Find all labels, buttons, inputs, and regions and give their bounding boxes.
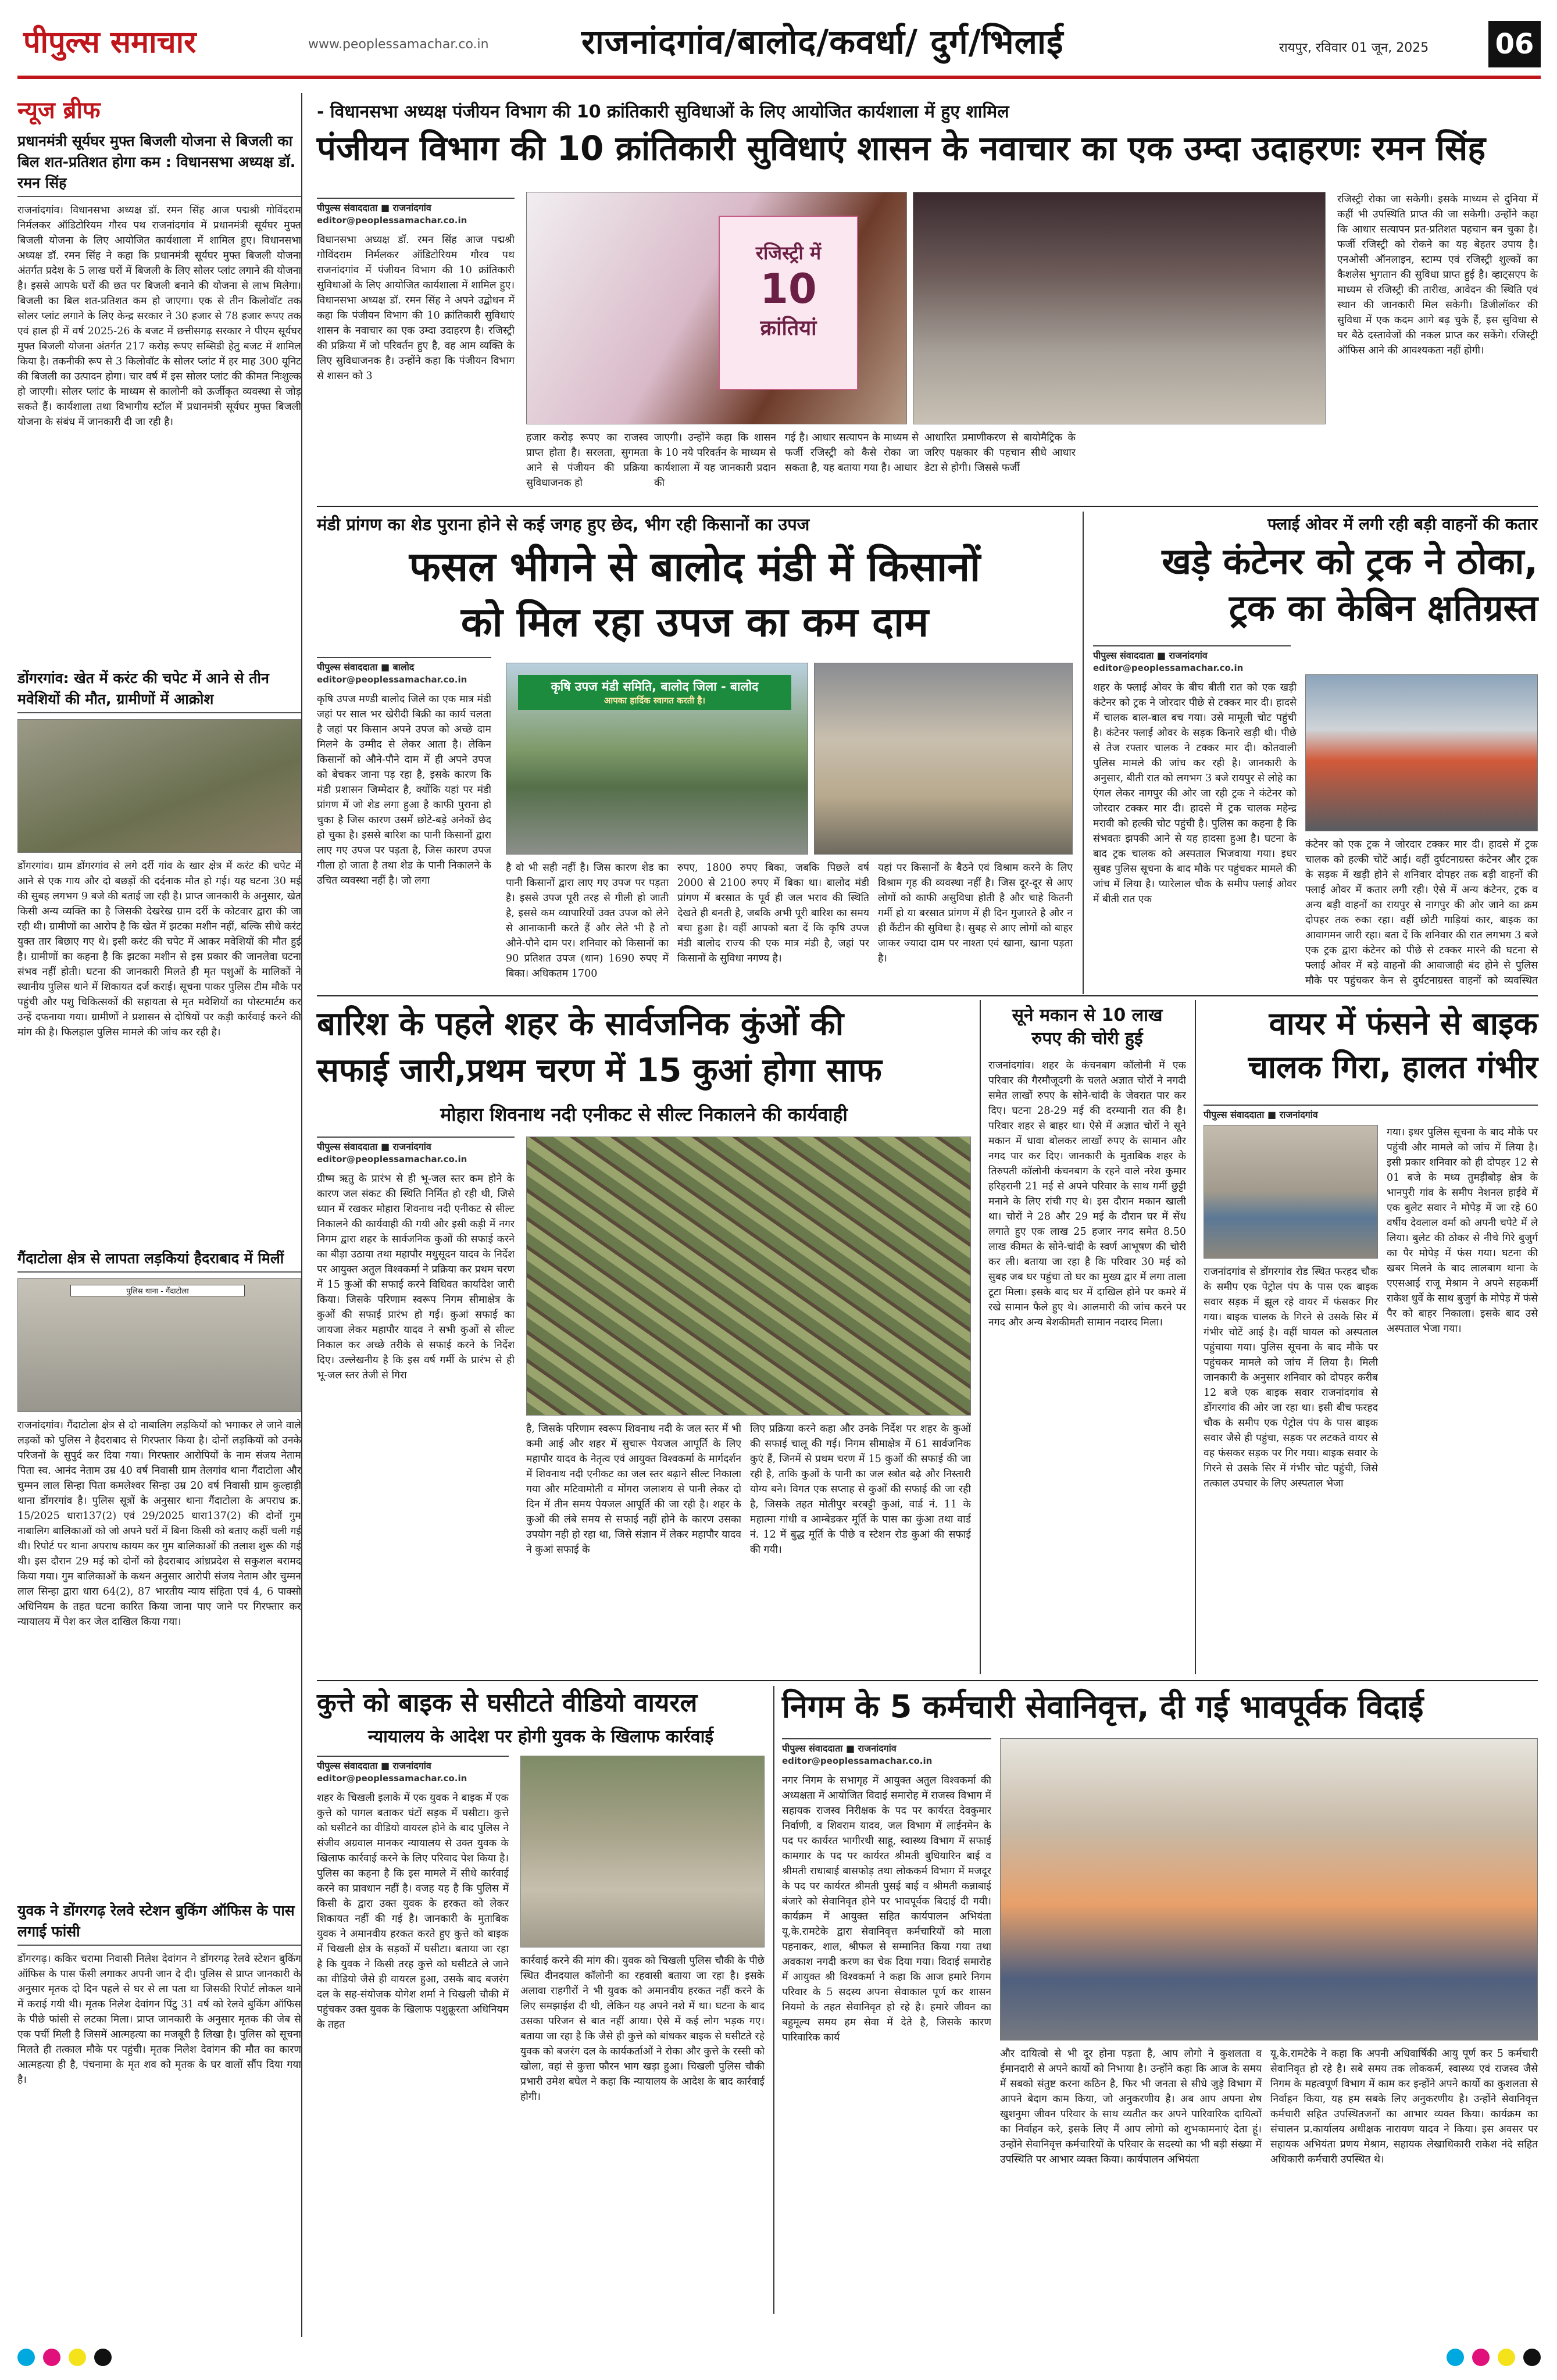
brief-title-3: गैंदाटोला क्षेत्र से लापता लड़कियां हैदराबाद में मिलीं [17, 1248, 301, 1273]
dead-cattle-photo [17, 719, 301, 853]
reg-magenta-r [1472, 2349, 1490, 2366]
story4-headline-line2: सफाई जारी,प्रथम चरण में 15 कुआं होगा साफ [317, 1052, 882, 1089]
story1-col4: गई है। आधार सत्यापन के माध्यम से फर्जी रजिस्ट्री को कैसे रोका जा सकता है, यह बताया गया है। आधार [785, 432, 919, 474]
mandi-banner [518, 675, 791, 710]
story7-deck: न्यायालय के आदेश पर होगी युवक के खिलाफ कार्रवाई [367, 1727, 714, 1747]
police-station-photo [17, 1278, 301, 1412]
brief-title-2: डोंगरगांव: खेत में करंट की चपेट में आने से तीन मवेशियों की मौत, ग्रामीणों में आक्रोश [17, 668, 301, 713]
story6-headline-line1: वायर में फंसने से बाइक [1269, 1005, 1538, 1042]
news-brief-label: न्यूज ब्रीफ [17, 97, 101, 124]
story3-headline-line1: खड़े कंटेनर को ट्रक ने ठोका, [1162, 540, 1538, 583]
reg-cyan [17, 2349, 35, 2366]
banner-line3: क्रांतियां [760, 316, 817, 340]
police-board-label: पुलिस थाना - गैंदाटोला [70, 1285, 245, 1296]
masthead-logo: पीपुल्स समाचार [23, 25, 197, 60]
story4-col2: है, जिसके परिणाम स्वरूप शिवनाथ नदी के जल स्तर में भी कमी आई और शहर में सुचारू पेयजल आपूर्ति के लिए महापौर यादव के नेतृत्व एवं आयुक्त विश्वकर्मा के मार्गदर्शन में शिवनाथ नदी एनीकट का जल स्तर बढ़ाने सील्ट निकाला गया और मटिवामोती व मोंगरा जलाशय से पानी लेकर दो दिन में तीन समय पेयजल आपूर्ति की जा रही है। शहर के कुओं की लंबे समय से सफाई नहीं होने के कारण उसका उपयोग नही हो रहा था, जिसे संज्ञान में लेकर महापौर यादव ने कुआं सफाई के [526, 1423, 741, 1556]
story8-col1: नगर निगम के सभागृह में आयुक्त अतुल विश्वकर्मा की अध्यक्षता में आयोजित विदाई समारोह में राजस्व विभाग में सहायक राजस्व निरीक्षक के पद पर कार्यरत देवकुमार निर्वाणी, व शिवराम यादव, जल विभाग में लाईनमेन के पद पर कार्यरत भागीरथी साहू, स्वास्थ्य विभाग में सफाई कामगार के पद पर कार्यरत श्रीमती बुधियारिन बाई व श्रीमती राधाबाई बासफोड़ तथा लोककर्म विभाग में मजदूर के पद पर कार्यरत श्रीमती पुसई बाई व श्रीमती कन्नाबाई बंजारे को सेवानिवृत होने पर भावपूर्वक बिदाई दी गयी। कार्यक्रम में आयुक्त सहित कार्यपालन अभियंता यू.के.रामटेके द्वारा सेवानिवृत्त कर्मचारियों को माला पहनाकर, शाल, श्रीफल से सम्मानित किया गया तथा अवकाश नगदी करण का चेक दिया गया। विदाई समारोह में आयुक्त श्री विश्वकर्मा ने कहा कि आज हमारे निगम परिवार के 5 सदस्य अपना सेवाकाल पूर्ण कर शासन नियमो के तहत सेवानिवृत हो रहे है। हमारे जीवन का बहुमूल्य समय हम सेवा में देते है, जिसके कारण पारिवारिक कार्य [782, 1775, 991, 2043]
reg-black [94, 2349, 112, 2366]
story4-col1: ग्रीष्म ऋतु के प्रारंभ से ही भू-जल स्तर कम होने के कारण जल संकट की स्थिति निर्मित हो रही थी, जिसे ध्यान में रखकर मोहारा शिवनाथ नदी एनीकट से सील्ट निकालने की कार्यवाही की गयी और इसी कड़ी में नगर निगम द्वारा शहर के सार्वजनिक कुओं की सफाई करने का बीड़ा उठाया तथा महापौर मधुसूदन यादव के निर्देश पर आयुक्त अतुल विश्वकर्मा ने प्रक्रिया कर प्रथम चरण में 15 कुओं की सफाई करने विधिवत कार्यादेश जारी किया। जिसके परिणाम स्वरूप निगम सीमाक्षेत्र के कुओं की सफाई प्रारंभ हो गई। कुआं सफाई का जायजा लेकर महापौर यादव ने सभी कुओं से सील्ट निकाल कर अच्छे तरीके से सफाई करने के निर्देश दिए। उल्लेखनीय है कि इस वर्ष गर्मी के प्रारंभ से ही भू-जल स्तर तेजी से गिरा [317, 1173, 515, 1381]
story4-byline: पीपुल्स संवाददाता ■ राजनांदगांव [317, 1137, 515, 1153]
story7-byline: पीपुल्स संवाददाता ■ राजनांदगांव [317, 1756, 509, 1772]
story2-headline-line1: फसल भीगने से बालोद मंडी में किसानों [409, 543, 981, 591]
registry-banner [719, 216, 858, 390]
story2-col4: यहां पर किसानों के बैठने एवं विश्राम करने के लिए विश्राम गृह की व्यवस्था नहीं है। जिस दूर-दूर से आए लोगों को काफी असुविधा होती है और चाहे कितनी गर्मी हो या बरसात प्रांगण में ही दिन गुजारते है और न ही कैंटीन की सुविधा है। सुबह से आए लोगों को बाहर जाकर ज्यादा दाम पर नाश्ता एवं खाना, खाना पड़ता है। [878, 862, 1073, 964]
mandi-gate-photo [506, 663, 808, 855]
mandi-banner-sub: आपका हार्दिक स्वागत करती है। [603, 695, 706, 706]
reg-magenta [43, 2349, 60, 2366]
story6-headline-line2: चालक गिरा, हालत गंभीर [1248, 1049, 1538, 1085]
banner-line2: 10 [760, 265, 817, 313]
brief-body-4: डोंगरगढ़। ककिर चरामा निवासी निलेश देवांगन ने डोंगरगढ़ रेलवे स्टेशन बुकिंग ऑफिस के पास फँसी लगाकर अपनी जान दे दी। पुलिस से प्राप्त जानकारी के अनुसार मृतक दो दिन पहले से घर से ला पता था जिसकी रिपोर्ट लोकल थाने में कराई गयी थी। मृतक निलेश देवांगन पिंटु 31 वर्ष को रेलवे बुकिंग ऑफिस के पीछे फांसी से लटका मिला। प्राप्त जानकारी के अनुसार मृतक की जेब से एक पर्ची मिली है जिसमें आत्महत्या का मजबूरी है लिखा है। पुलिस को सूचना मिलते ही तत्काल मौके पर पहुंची। मृतक निलेश देवांगन की मौत का कारण आत्महत्या ही है, पंचनामा के मृत शव को मृतक के घर वालों सौंप दिया गया है। [17, 1953, 301, 2086]
story3-col1: शहर के फ्लाई ओवर के बीच बीती रात को एक खड़ी कंटेनर को ट्रक ने जोरदार पीछे से टक्कर मार दी। हादसे में चालक बाल-बाल बच गया। उसे मामूली चोट पहुंची है। कंटेनर फ्लाई ओवर के सड़क किनारे खड़ी थी। पीछे से तेज रफ्तार चालक ने टक्कर मार दी। कोतवाली पुलिस मामले की जांच कर रही है। जानकारी के अनुसार, बीती रात को लगभग 3 बजे रायपुर से लोहे का एंगल लेकर नागपुर की ओर जा रही ट्रक ने कंटेनर को जोरदार टक्कर मार दी। हादसे में ट्रक चालक महेन्द्र मरावी को हल्की चोट पहुंची है। पुलिस का कहना है कि संभवतः झपकी आने से यह हादसा हुआ है। घटना के बाद ट्रक चालक को अस्पताल भिजवाया गया। इधर सुबह पुलिस सूचना के बाद मौके पर पहुंचकर मामले की जांच में लिया है। प्यारेलाल चौक के समीप फ्लाई ओवर में बीती रात एक [1093, 682, 1297, 905]
story2-headline-line2: को मिल रहा उपज का कम दाम [460, 598, 929, 646]
story2-kicker: मंडी प्रांगण का शेड पुराना होने से कई जगह हुए छेद, भीग रही किसानों का उपज [317, 514, 810, 534]
well-cleaning-photo [526, 1137, 971, 1416]
brief-body-2: डोंगरगांव। ग्राम डोंगरगांव से लगे दर्री गांव के खार क्षेत्र में करंट की चपेट में आने से एक गाय और दो बछड़ों की दर्दनाक मौत हो गई। यह घटना 30 मई की सुबह लगभग 9 बजे की बताई जा रही है। प्राप्त जानकारी के अनुसार, खेत किसी अन्य व्यक्ति का है जिसकी देखरेख ग्राम दर्री के कोटवार द्वारा की जा रही थी। ग्रामीणों का आरोप है कि खेत में झटका मशीन नहीं, बल्कि सीधे करंट युक्त तार बिछाए गए थे। इसी करंट की चपेट में आकर मवेशियों की मौत हुई है। ग्रामीणों का कहना है कि झटका मशीन से इस प्रकार की जानलेवा घटना संभव नहीं होती। घटना की जानकारी मिलते ही मृत पशुओं के मालिकों ने स्थानीय पुलिस थाने में शिकायत दर्ज कराई। सूचना पाकर पुलिस टीम मौके पर पहुंची और पशु चिकित्सकों की सहायता से मृत मवेशियों का पोस्टमार्टम कर उन्हें दफनाया गया। ग्रामीणों ने प्रशासन से दोषियों पर कड़ी कार्रवाई करने की मांग की है। फिलहाल पुलिस मामले की जांच कर रही है। [17, 860, 301, 1038]
story4-email: editor@peoplessamachar.co.in [317, 1154, 467, 1164]
col-divider-mid [980, 1000, 981, 1674]
story1-speaker-photo [526, 192, 907, 424]
story3-headline-line2: ट्रक का केबिन क्षतिग्रस्त [1229, 587, 1538, 629]
story2-col1: कृषि उपज मण्डी बालोद जिले का एक मात्र मंडी जहां पर साल भर खेरीदी बिक्री का कार्य चलता है जहां पर किसान अपने उपज को अच्छे दाम मिलने के उम्मीद से लेकर आता है। लेकिन किसानों को औने-पौने दाम में ही अपने उपज को बेचकर जाना पड़ रहा है, इसके कारण कि मंडी प्रशासन जिम्मेदार है, क्योंकि यहां पर मंडी प्रांगण में जो शेड लगा हुआ है काफी पुराना हो चुका है जिस कारण उसमें छोटे-बड़े अनेकों छेद हो चुका है। इससे बारिश का पानी किसानों द्वारा लाए गए उपज पर पड़ता है, जिस कारण उपज गीला हो जाता है तथा शेड के पानी निकालने के उचित व्यवस्था नहीं है। जो लगा [317, 694, 491, 887]
story1-col5: आधारित प्रमाणीकरण से बायोमैट्रिक के जरिए पक्षकार की पहचान सीधे आधार डेटा से होगी। जिससे फर्जी [924, 432, 1076, 474]
page-number: 06 [1488, 21, 1541, 67]
masthead-rule [17, 76, 1541, 79]
story2-byline: पीपुल्स संवाददाता ■ बालोद [317, 657, 491, 673]
reg-yellow [69, 2349, 86, 2366]
story2-col2: है वो भी सही नहीं है। जिस कारण शेड का पानी किसानों द्वारा लाए गए उपज पर पड़ता है। इससे उपज पूरी तरह से गीली हो जाती है, इससे कम व्यापारियों उक्त उपज को लेने से आनाकानी करते हैं और लेते भी है तो औने-पौने दाम पर। शनिवार को किसानों का 90 प्रतिशत उपज (धान) 1690 रुपए में बिका। अधिकतम 1700 [506, 862, 669, 980]
col-divider-bottom [773, 1686, 774, 2314]
story1-headline: पंजीयन विभाग की 10 क्रांतिकारी सुविधाएं शासन के नवाचार का एक उम्दा उदाहरणः रमन सिंह [317, 128, 1486, 168]
story6-byline: पीपुल्स संवाददाता ■ राजनांदगांव [1204, 1105, 1538, 1121]
story1-email: editor@peoplessamachar.co.in [317, 215, 467, 226]
story3-col2: कंटेनर को एक ट्रक ने जोरदार टक्कर मार दी। हादसे में ट्रक चालक को हल्की चोटें आई। वहीं दुर्घटनाग्रस्त कंटेनर और ट्रक के सड़क में खड़ी होने से शनिवार दोपहर तक बड़ी वाहनों की फ्लाई ओवर में कतार लगी रही। ऐसे में अन्य कंटेनर, ट्रक व अन्य बड़ी वाहनों का रायपुर से नागपुर की ओर जाने का क्रम दोपहर तक रुका रहा। वहीं छोटी गाड़ियां कार, बाइक का आवागमन जारी रहा। बता दें कि शनिवार की रात लगभग 3 बजे एक ट्रक द्वारा कंटेनर को पीछे से टक्कर मारने की घटना से फ्लाई ओवर में बड़े वाहनों की आवाजाही बंद होने से पुलिस मौके पर पहुंचकर केन से दुर्घटनाग्रस्त वाहनों को व्यवस्थित [1305, 839, 1538, 987]
story1-byline: पीपुल्स संवाददाता ■ राजनांदगांव [317, 198, 515, 214]
story3-kicker: फ्लाई ओवर में लगी रही बड़ी वाहनों की कतार [1267, 514, 1538, 534]
story1-col6: रजिस्ट्री रोका जा सकेगी। इसके माध्यम से दुनिया में कहीं भी उपस्थिति प्राप्त की जा सकेगी। उन्होंने कहा कि आधार सत्यापन प्रत-प्रतिशत पहचान बन चुका है। फर्जी रजिस्ट्री को रोकने का यह बेहतर उपाय है। एनओसी ऑनलाइन, स्टाम्प एवं रजिस्ट्री शुल्कों का कैशलेस भुगतान की सुविधा प्राप्त हुई है। व्हाट्सएप के माध्यम से रजिस्ट्री की तारीख, आवेदन की स्थिति एवं स्थान की जानकारी मिल सकेगी। डिजीलॉकर की सुविधा में एक कदम आगे बढ़ चुके हैं, इस सुविधा से घर बैठे दस्तावेजों की नकल प्राप्त कर सकेंगे। रजिस्ट्री ऑफिस आने की आवश्यकता नहीं होगी। [1337, 194, 1538, 356]
masthead [0, 0, 1557, 87]
registration-bar [17, 2349, 1541, 2366]
story7-col2: कार्रवाई करने की मांग की। युवक को चिखली पुलिस चौकी के पीछे स्थित दीनदयाल कॉलोनी का रहवासी बताया जा रहा है। इसके अलावा राहगीरों ने भी युवक को अमानवीय हरकत नहीं करने के लिए समझाईश दी थी, लेकिन यह अपने नशे में था। घटना के बाद उसका परिजन से बात नहीं आया। ऐसे में कई लोग भड़क गए। बताया जा रहा है कि जैसे ही कुत्ते को बांधकर बाइक से घसीटते रहे युवक को बजरंग दल के कार्यकर्ताओं ने रोका और कुत्ते के रस्सी को खोला, वहां से कुत्ता फौरन भाग खड़ा हुआ। चिखली पुलिस चौकी प्रभारी उमेश बघेल ने कहा कि न्यायालय के आदेश के बाद कार्रवाई होगी। [520, 1955, 765, 2103]
story8-email: editor@peoplessamachar.co.in [782, 1756, 933, 1766]
injured-biker-photo [1204, 1125, 1378, 1259]
news-brief-column [17, 93, 302, 2337]
divider-2 [317, 995, 1538, 996]
dog-dragging-photo [520, 1756, 765, 1947]
story4-col3: लिए प्रक्रिया करने कहा और उनके निर्देश पर शहर के कुओं की सफाई चालू की गई। निगम सीमाक्षेत्र में 61 सार्वजनिक कुएं हैं, जिनमें से प्रथम चरण में 15 कुओं की सफाई की जा रही है, ताकि कुओं के पानी का जल स्त्रोत बढ़े और निस्तारी योग्य बने। विगत एक सप्ताह से कुओं की सफाई की जा रही है, जिसके तहत मोतीपुर बरबट्टी कुआं, वार्ड नं. 11 के महात्मा गांधी व आम्बेडकर मूर्ति के पास का कुंआ तथा वार्ड नं. 12 में बुद्ध मूर्ति के पीछे व स्टेशन रोड कुआं की सफाई की गयी। [750, 1423, 971, 1556]
story8-byline: पीपुल्स संवाददाता ■ राजनांदगांव [782, 1738, 991, 1754]
story8-headline: निगम के 5 कर्मचारी सेवानिवृत्त, दी गई भावपूर्वक विदाई [782, 1688, 1424, 1725]
story1-col3: जाएगी। उन्होंने कहा कि शासन के 10 नये परिवर्तन के माध्यम से कार्यशाला में यह जानकारी प्रदान की [654, 432, 776, 489]
retirement-photo [1000, 1738, 1538, 2040]
story1-kicker: - विधानसभा अध्यक्ष पंजीयन विभाग की 10 क्रांतिकारी सुविधाओं के लिए आयोजित कार्यशाला में हुए शामिल [317, 102, 1009, 122]
website-url: www.peoplessamachar.co.in [308, 37, 489, 52]
brief-title-1: प्रधानमंत्री सूर्यघर मुफ्त बिजली योजना से बिजली का बिल शत-प्रतिशत होगा कम : विधानसभा अध्यक्ष डॉ. रमन सिंह [17, 131, 301, 197]
reg-cyan-r [1447, 2349, 1464, 2366]
section-cities: राजनांदगांव/बालोद/कवर्धा/ दुर्ग/भिलाई [581, 22, 1064, 62]
story6-col2: राजनांदगांव से डोंगरगांव रोड स्थित फरहद चौक के समीप एक पेट्रोल पंप के पास एक बाइक सवार सड़क में झूल रहे वायर में फंसकर गिर गया। बाइक चालक के गिरने से उसके सिर में गंभीर चोटें आई है। वहीं घायल को अस्पताल पहुंचाया गया। पुलिस सूचना के बाद मौके पर पहुंचकर मामले को जांच में लिया है। मिली जानकारी के अनुसार शनिवार को दोपहर करीब 12 बजे एक बाइक सवार राजनांदगांव से डोंगरगांव की ओर जा रहा था। इसी बीच फरहद चौक के समीप एक पेट्रोल पंप के पास बाइक सवार जैसे ही पहुंचा, सड़क पर लटकते वायर से वह फंसकर सड़क पर गिर गया। बाइक सवार के गिरने से उसके सिर में गंभीर चोट पहुंची, जिसे तत्काल उपचार के लिए अस्पताल भेजा [1204, 1266, 1378, 1489]
story7-headline: कुत्ते को बाइक से घसीटते वीडियो वायरल [317, 1688, 698, 1718]
story8-col3: यू.के.रामटेके ने कहा कि अपनी अधिवार्षिकी आयु पूर्ण कर 5 कर्मचारी सेवानिवृत हो रहे है। सबे समय तक लोककर्म, स्वास्थ्य एवं राजस्व जैसे निगम के महत्वपूर्ण विभाग में काम कर इन्होंने अपने कार्यो का कुशलता से निर्वाहन किया, यह हम सबके लिए अनुकरणीय है। उन्होंने सेवानिवृत्त कर्मचारी सहित उपस्थितजनों का आभार व्यक्त किया। कार्यक्रम का संचालन प्र.कार्यालय अधीक्षक नारायण यादव ने किया। इस अवसर पर सहायक अभियंता प्रणय मेश्राम, सहायक लेखाधिकारी राकेश नंदे सहित अधिकारी कर्मचारी उपस्थित थे। [1270, 2048, 1538, 2165]
story5-headline-line1: सूने मकान से 10 लाख [1012, 1005, 1163, 1025]
story4-headline-line1: बारिश के पहले शहर के सार्वजनिक कुंओं की [317, 1005, 844, 1043]
story7-col1: शहर के चिखली इलाके में एक युवक ने बाइक में एक कुत्ते को पागल बताकर घंटों सड़क में घसीटा। कुत्ते को घसीटने का वीडियो वायरल होने के बाद पुलिस ने संजीव अग्रवाल मानकर न्यायालय से उक्त युवक के खिलाफ कार्रवाई करने के लिए परिवाद पेश किया है। पुलिस का कहना है कि इस मामले में सीधे कार्रवाई करने का प्रावधान नहीं है। वजह यह है कि पुलिस में किसी के द्वारा उक्त युवक के हरकत को लेकर शिकायत नहीं की गई है। जानकारी के मुताबिक युवक ने अमानवीय हरकत करते हुए कुत्ते को बाइक में चिखली क्षेत्र के सड़कों में घसीटा। बताया जा रहा है कि युवक ने किसी तरह कुत्ते को घसीटते ले जाने का वीडियो जैसे ही वायरल हुआ, उसके बाद बजरंग दल के सह-संयोजक योगेश शर्मा ने चिखली चौकी में पहुंचकर उक्त युवक के खिलाफ पशुक्रूरता अधिनियम के तहत [317, 1792, 509, 2031]
story1-audience-photo [913, 192, 1326, 424]
reg-yellow-r [1498, 2349, 1515, 2366]
brief-body-3: राजनांदगांव। गैंदाटोला क्षेत्र से दो नाबालिग लड़कियों को भगाकर ले जाने वाले लड़कों को पुलिस ने हैदराबाद से गिरफ्तार किया है। दोनों लड़कियों को उनके परिजनों के सुपुर्द कर दिया गया। गिरफ्तार आरोपियों के नाम संजय नेताम पिता स्व. आनंद नेताम उम्र 40 वर्ष निवासी ग्राम तेलगांव थाना गैंदाटोला और चुम्मन लाल सिन्हा पिता कमलेश्वर सिन्हा उम्र 20 वर्ष निवासी ग्राम कुल्हाड़ी थाना डोंगरगांव है। पुलिस सूत्रों के अनुसार थाना गैंदाटोला के अपराध क्र. 15/2025 धारा137(2) एवं 29/2025 धारा137(2) की दोनों गुम नाबालिग बालिकाओं को जो अपने घरों में बिना किसी को बताए कहीं चली गई थी। रिपोर्ट पर थाना अपराध कायम कर गुम बालिकाओं की तलाश शुरू की गई थी। इस दौरान 29 मई को दोनों को हैदराबाद आंध्रप्रदेश से सकुशल बरामद किया गया। गुम बालिकाओं के कथन अनुसार आरोपी संजय नेताम और चुम्मन लाल सिन्हा द्वारा धारा 64(2), 87 भारतीय न्याय संहिता एवं 4, 6 पाक्सो अधिनियम के तहत घटना कारित किया जाना पाए जाने पर गिरफ्तार कर न्यायालय में पेश कर जेल दाखिल किया गया। [17, 1420, 301, 1628]
brief-title-4: युवक ने डोंगरगढ़ रेलवे स्टेशन बुकिंग ऑफिस के पास लगाई फांसी [17, 1900, 301, 1946]
story3-byline: पीपुल्स संवाददाता ■ राजनांदगांव [1093, 645, 1291, 662]
story3-email: editor@peoplessamachar.co.in [1093, 663, 1244, 673]
story5-headline-line2: रुपए की चोरी हुई [1031, 1028, 1143, 1049]
story1-col1: विधानसभा अध्यक्ष डॉ. रमन सिंह आज पद्मश्री गोविंदराम निर्मलकर ऑडिटोरियम गौरव पथ राजनांदगांव में पंजीयन विभाग की 10 क्रांतिकारी सुविधाओं के लिए आयोजित कार्यशाला में शामिल हुए। विधानसभा अध्यक्ष डॉ. रमन सिंह ने अपने उद्बोधन में कहा कि पंजीयन विभाग की 10 क्रांतिकारी सुविधाएं शासन के नवाचार का एक उम्दा उदाहरण है। रजिस्ट्री की प्रक्रिया में जो परिवर्तन हुए है, वह आम व्यक्ति के लिए सुविधाजनक है। उन्होंने कहा कि पंजीयन विभाग से शासन को 3 [317, 234, 515, 382]
story2-email: editor@peoplessamachar.co.in [317, 674, 467, 685]
mandi-shed-photo [814, 663, 1073, 855]
brief-body-1: राजनांदगांव। विधानसभा अध्यक्ष डॉ. रमन सिंह आज पद्मश्री गोविंदराम निर्मलकर ऑडिटोरियम गौरव पथ राजनांदगांव में प्रधानमंत्री सूर्यघर मुफ्त बिजली योजना के लिए आयोजित कार्यशाला में शामिल हुए। विधानसभा अध्यक्ष डॉ. रमन सिंह ने कहा कि प्रधानमंत्री सूर्यघर मुफ्त बिजली योजना अंतर्गत प्रदेश के 5 लाख घरों में बिजली के लिए सोलर प्लांट लगाने की योजना है। इससे आपके घरों की छत पर बिजली बनाने की योजना से लाभ मिलेगा। बिजली का बिल शत-प्रतिशत कम हो जाएगा। एक से तीन किलोवॉट तक सोलर प्लांट लगाने के लिए केन्द्र सरकार ने 30 हजार से 78 हजार रूपए तक एवं हाल ही में वर्ष 2025-26 के बजट में छत्तीसगढ़ सरकार ने पीएम सूर्यघर मुफ्त बिजली योजना अंतर्गत 217 करोड़ रूपए सब्सिडी हेतु बजट में शामिल किया है। तकनीकी रूप से 3 किलोवॉट के सोलर प्लांट में हर माह 300 यूनिट की बिजली का उत्पादन होगा। चार वर्ष में इस सोलर प्लांट की कीमत निःशुल्क हो जाएगी। सोलर प्लांट के माध्यम से कालोनी को ऊर्जीकृत व्यवस्था से जोड़ सकते हैं। कार्यशाला तथा विभागीय स्टॉल में प्रधानमंत्री सूर्यघर मुफ्त बिजली योजना के संबंध में जानकारी दी जा रही है। [17, 205, 301, 428]
story7-email: editor@peoplessamachar.co.in [317, 1773, 467, 1784]
story5-col1: राजनांदगांव। शहर के कंचनबाग कॉलोनी में एक परिवार की गैरमौजूदगी के चलते अज्ञात चोरों ने नगदी समेत लाखों रुपए के सोने-चांदी के जेवरात पार कर दिए। घटना 28-29 मई की दरम्यानी रात की है। परिवार शहर से बाहर था। ऐसे में अज्ञात चोरों ने सूने मकान में धावा बोलकर लाखों रुपए के सामान और नगद पार कर दिए। जानकारी के मुताबिक शहर के तिरुपती कॉलोनी कंचनबाग के रहने वाले नरेश कुमार हरिहरानी 21 मई से अपने परिवार के साथ गर्मी छुट्टी मनाने के लिए रांची गए थे। इस दौरान मकान खाली था। चोरों ने 28 और 29 मई के दौरान घर में सेंध लगाते हुए एक लाख 25 हजार नगद समेत 8.50 लाख कीमत के सोने-चांदी के स्वर्ण आभूषण की चोरी कर ली। बताया जा रहा है कि परिवार 30 मई को सुबह जब घर पहुंचा तो घर का मुख्य द्वार में लगा ताला टूटा मिला। इसके बाद घर में दाखिल होने पर कमरे में रखे सामान फैले हुए थे। आलमारी की जांच करने पर नगद और अन्य बेशकीमती सामान नदारद मिला। [988, 1060, 1186, 1328]
divider-3 [317, 1680, 1538, 1681]
reg-black-r [1523, 2349, 1541, 2366]
story4-deck: मोहारा शिवनाथ नदी एनीकट से सील्ट निकालने की कार्यवाही [440, 1103, 848, 1125]
divider-1 [317, 506, 1538, 507]
story1-col2: हजार करोड़ रूपए का राजस्व प्राप्त होता है। सरलता, सुगमता आने से पंजीयन की प्रक्रिया सुविधाजनक हो [526, 432, 648, 489]
story6-col1: गया। इधर पुलिस सूचना के बाद मौके पर पहुंची और मामले को जांच में लिया है। इसी प्रकार शनिवार को ही दोपहर 12 से 01 बजे के मध्य तुमड़ीबोड़ क्षेत्र के भानपुरी गांव के समीप नेशनल हाईवे में एक बुलेट सवार ने मोपेड़ में जा रहे 60 वर्षीय देवलाल वर्मा को अपनी चपेटे में ले लिया। बुलेट की ठोकर से नीचे गिरे बुजुर्ग का पैर मोपेड़ में फंस गया। घटना की खबर मिलने के बाद लालबाग थाना के एएसआई राजू मेश्राम ने अपने सहकर्मी राकेश धुर्वे के साथ बुजुर्ग के मोपेड़ में फंसे पैर को बाहर निकाला। इसके बाद उसे अस्पताल भेजा गया। [1387, 1127, 1538, 1335]
col-divider-right [1083, 512, 1084, 994]
truck-container-photo [1305, 674, 1538, 831]
story8-col2: और दायित्वो से भी दूर होना पड़ता है, आप लोगो ने कुशलता व ईमानदारी से अपने कार्यो को निभाया है। उन्होंने कहा कि आज के समय में सबको संतुष्ट करना कठिन है, फिर भी जनता से सीधे जुड़े विभाग में आपने बेदाग काम किया, जो अनुकरणीय है। अब आप अपना शेष खुशनुमा जीवन परिवार के साथ व्यतीत कर अपने पारिवारिक दायित्वों का निर्वाहन करे, इसके लिए मैं आप लोगो को शुभकामनाएं देता हूं। उन्होंने सेवानिवृत्त कर्मचारियों के परिवार के सदस्यो का भी बड़ी संख्या में उपस्थिति पर आभार व्यक्त किया। कार्यपालन अभियंता [1000, 2048, 1262, 2165]
banner-line1: रजिस्ट्री में [755, 242, 822, 264]
mandi-banner-title: कृषि उपज मंडी समिति, बालोद जिला - बालोद [551, 680, 759, 694]
story2-col3: रुपए, 1800 रुपए बिका, जबकि पिछले वर्ष 2000 से 2100 रुपए में बिका था। बालोद मंडी प्रांगण में बरसात के पूर्व ही जल भराव की स्थिति देखते ही बनती है, जबकि अभी पूरी बारिश का समय बचा हुआ है। वहीं आपको बता दें कि कृषि उपज मंडी बालोद राज्य की एक मात्र मंडी है, जहां पर किसानों के सुविधा नगण्य है। [677, 862, 869, 964]
dateline: रायपुर, रविवार 01 जून, 2025 [1279, 41, 1429, 55]
col-divider-mid2 [1195, 1000, 1196, 1674]
